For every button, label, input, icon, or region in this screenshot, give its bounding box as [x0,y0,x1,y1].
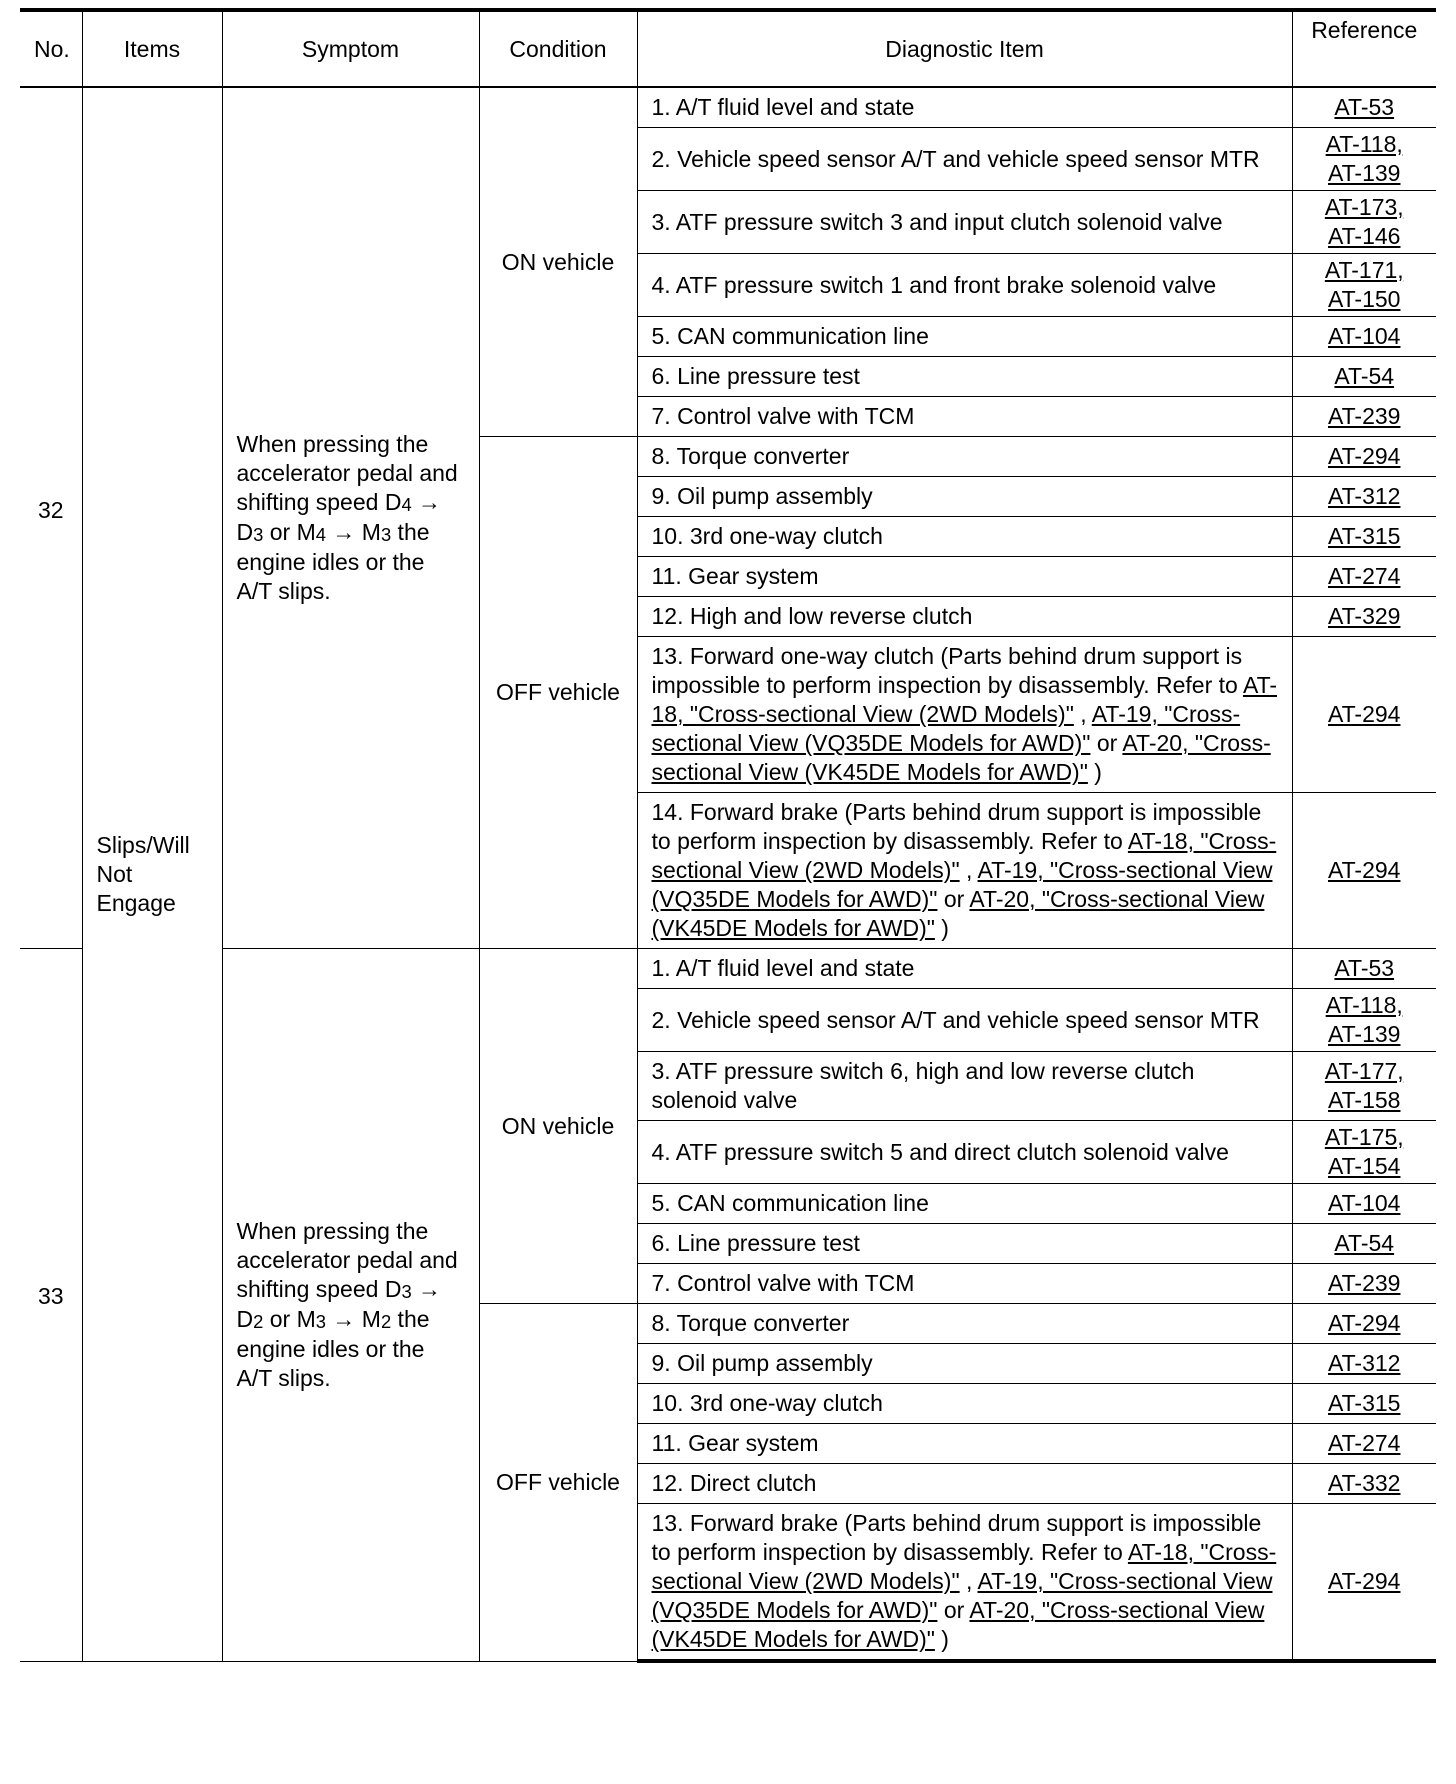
reference-cell [1292,597,1436,637]
diagnostic-item-cell [637,1304,1292,1344]
reference-link[interactable]: AT-118, [1325,992,1403,1018]
reference-cell [1292,517,1436,557]
reference-link[interactable]: AT-54 [1334,363,1395,389]
table-row [20,87,1436,128]
reference-link[interactable]: AT-315 [1328,1390,1401,1416]
condition-cell: OFF vehicle [479,437,637,949]
diagnostic-item-cell [637,637,1292,793]
diagnostic-text: 8. Torque converter [651,443,850,469]
reference-link[interactable]: AT-312 [1328,1350,1401,1376]
reference-link[interactable]: AT-274 [1328,1430,1401,1456]
diagnostic-item-cell [637,1264,1292,1304]
reference-link[interactable]: AT-158 [1328,1087,1401,1113]
reference-link[interactable]: AT-118, [1325,131,1403,157]
symptom-text: → M [325,1305,381,1332]
symptom-text: When pressing the accelerator pedal and shifting speed D [236,431,458,515]
header-no: No. [20,10,82,87]
diagnostic-text: ) [934,1626,949,1652]
condition-cell: OFF vehicle [479,1304,637,1662]
diagnostic-item-cell [637,989,1292,1052]
reference-link[interactable]: AT-274 [1328,563,1401,589]
table-row [20,949,1436,989]
diagnostic-item-cell [637,949,1292,989]
diagnostic-text: 13. Forward one-way clutch (Parts behind drum support is impossible to perform inspection by disassembly. Refer to [651,643,1243,698]
reference-cell [1292,1184,1436,1224]
reference-link[interactable]: AT-139 [1328,160,1401,186]
diagnostic-text: 10. 3rd one-way clutch [651,1390,883,1416]
items-cell: Slips/Will Not Engage [82,87,222,1661]
diagnostic-item-cell [637,1184,1292,1224]
diagnostic-text: 14. Forward brake (Parts behind drum support is impossible to perform inspection by disassembly. Refer to [651,799,1262,854]
diagnostic-text: 1. A/T fluid level and state [651,955,915,981]
diagnostic-item-cell [637,1384,1292,1424]
cross-reference-link[interactable]: AT-18, "Cross-sectional View (2WD Models)" [651,672,1278,727]
diagnostic-item-cell [637,1504,1292,1662]
reference-cell [1292,254,1436,317]
diagnostic-item-cell [637,1464,1292,1504]
diagnostic-text: 4. ATF pressure switch 1 and front brake solenoid valve [651,271,1217,298]
diagnostic-text: 3. ATF pressure switch 6, high and low reverse clutch solenoid valve [651,1058,1195,1113]
reference-link[interactable]: AT-53 [1334,94,1395,120]
diagnostic-item-cell [637,87,1292,128]
diagnostic-item-cell [637,1224,1292,1264]
diagnostic-text: 12. Direct clutch [651,1470,817,1496]
reference-cell [1292,1384,1436,1424]
diagnostic-text: 8. Torque converter [651,1310,850,1336]
diagnostic-text: 11. Gear system [651,1430,819,1456]
reference-cell [1292,317,1436,357]
symptom-text: When pressing the accelerator pedal and shifting speed D [236,1217,458,1302]
cross-reference-link[interactable]: AT-18, "Cross-sectional View (2WD Models)" [651,1539,1277,1594]
reference-cell [1292,437,1436,477]
cross-reference-link[interactable]: AT-18, "Cross-sectional View (2WD Models)" [651,828,1277,883]
row-number: 33 [20,941,82,1654]
reference-cell [1292,1504,1436,1662]
reference-link[interactable]: AT-54 [1334,1230,1395,1256]
reference-cell [1292,557,1436,597]
diagnostic-item-cell [637,557,1292,597]
reference-link[interactable]: AT-294 [1328,1310,1401,1336]
diagnostic-item-cell [637,357,1292,397]
symptom-subscript: 4 [401,493,412,515]
diagnostic-item-cell [637,477,1292,517]
reference-link[interactable]: AT-294 [1328,443,1401,469]
reference-link[interactable]: AT-294 [1328,701,1401,727]
diagnostic-text: 6. Line pressure test [651,1230,860,1256]
symptom-subscript: 2 [253,1310,264,1332]
symptom-subscript: 3 [315,1310,326,1332]
diagnostic-text: 6. Line pressure test [651,363,860,389]
condition-cell: ON vehicle [479,949,637,1304]
reference-cell [1292,793,1436,949]
reference-cell [1292,1224,1436,1264]
reference-link[interactable]: AT-104 [1328,323,1401,349]
reference-cell [1292,1264,1436,1304]
symptom-text: or M [263,519,316,545]
reference-link[interactable]: AT-329 [1328,603,1401,629]
diagnostic-text: , [1073,701,1092,727]
symptom-cell [222,87,479,949]
reference-link[interactable]: AT-294 [1328,1568,1401,1594]
diagnostic-item-cell [637,128,1292,191]
diagnostic-item-cell [637,437,1292,477]
diagnostic-item-cell [637,517,1292,557]
diagnostic-text: 7. Control valve with TCM [651,403,915,429]
diagnostic-item-cell [637,1344,1292,1384]
reference-cell [1292,477,1436,517]
diagnostic-text: , [959,1568,978,1594]
symptom-subscript: 3 [401,1280,412,1302]
reference-link[interactable]: AT-175, [1324,1124,1404,1150]
diagnostic-text: 5. CAN communication line [651,1190,929,1216]
diagnostic-text: 2. Vehicle speed sensor A/T and vehicle speed sensor MTR [651,145,1260,172]
row-number: 32 [20,79,82,941]
reference-link[interactable]: AT-315 [1328,523,1401,549]
reference-cell [1292,989,1436,1052]
diagnostic-text: 2. Vehicle speed sensor A/T and vehicle speed sensor MTR [651,1006,1260,1033]
diagnostic-text: , [959,857,978,883]
reference-cell [1292,1344,1436,1384]
diagnostic-text: 12. High and low reverse clutch [651,603,973,629]
header-condition: Condition [479,10,637,87]
symptom-subscript: 4 [315,523,326,545]
diagnostic-item-cell [637,1052,1292,1121]
reference-cell [1292,949,1436,989]
cross-reference-link[interactable]: AT-20, "Cross-sectional View (VK45DE Models for AWD)" [651,730,1271,785]
reference-link[interactable]: AT-173, [1324,194,1404,220]
diagnostic-item-cell [637,317,1292,357]
symptom-cell [222,949,479,1662]
reference-link[interactable]: AT-239 [1328,1270,1401,1296]
diagnostic-text: ) [1087,759,1102,785]
diagnostic-text: 7. Control valve with TCM [651,1270,915,1296]
diagnostic-text: 5. CAN communication line [651,323,929,349]
reference-cell [1292,191,1436,254]
reference-link[interactable]: AT-150 [1328,286,1401,312]
reference-cell [1292,128,1436,191]
reference-link[interactable]: AT-154 [1328,1153,1401,1179]
symptom-subscript: 2 [380,1310,392,1332]
diagnostic-text: or [937,886,970,912]
table-header-row [20,10,1436,87]
symptom-text: or M [263,1305,316,1332]
diagnostic-text: or [1090,730,1123,756]
diagnostic-item-cell [637,1424,1292,1464]
diagnostic-text: 13. Forward brake (Parts behind drum support is impossible to perform inspection by disassembly. Refer to [651,1510,1262,1565]
reference-link[interactable]: AT-294 [1328,857,1401,883]
header-items: Items [82,10,222,87]
diagnostic-text: 1. A/T fluid level and state [651,94,915,120]
header-reference: Reference [1292,10,1436,87]
cross-reference-link[interactable]: AT-20, "Cross-sectional View (VK45DE Models for AWD)" [651,1597,1265,1652]
reference-cell [1292,1304,1436,1344]
reference-cell [1292,637,1436,793]
reference-cell [1292,87,1436,128]
diagnostic-text: 11. Gear system [651,563,819,589]
reference-cell [1292,1424,1436,1464]
diagnostic-text: 10. 3rd one-way clutch [651,523,883,549]
reference-link[interactable]: AT-239 [1328,403,1401,429]
reference-link[interactable]: AT-53 [1334,955,1395,981]
header-symptom: Symptom [222,10,479,87]
reference-cell [1292,357,1436,397]
diagnostic-item-cell [637,397,1292,437]
diagnostic-item-cell [637,254,1292,317]
cross-reference-link[interactable]: AT-19, "Cross-sectional View (VQ35DE Models for AWD)" [651,1568,1273,1623]
header-diagnostic-item: Diagnostic Item [637,10,1292,87]
diagnostic-item-cell [637,191,1292,254]
reference-cell [1292,1052,1436,1121]
symptom-subscript: 3 [253,523,264,545]
diagnostic-text: ) [934,915,949,941]
symptom-text: the engine idles or the A/T slips. [236,519,430,604]
cross-reference-link[interactable]: AT-20, "Cross-sectional View (VK45DE Models for AWD)" [651,886,1265,941]
reference-link[interactable]: AT-332 [1328,1470,1401,1496]
symptom-text: → D [236,489,442,545]
diagnostic-item-cell [637,793,1292,949]
diagnostic-item-cell [637,597,1292,637]
table-body [20,87,1436,1661]
diagnostic-text: or [937,1597,970,1623]
condition-cell: ON vehicle [479,87,637,437]
symptom-text: → D [236,1275,442,1332]
reference-cell [1292,1121,1436,1184]
diagnostic-text: 4. ATF pressure switch 5 and direct clutch solenoid valve [651,1138,1229,1165]
symptom-subscript: 3 [380,523,392,545]
reference-cell [1292,397,1436,437]
cross-reference-link[interactable]: AT-19, "Cross-sectional View (VQ35DE Models for AWD)" [651,857,1273,912]
diagnostic-text: 9. Oil pump assembly [651,483,873,509]
reference-link[interactable]: AT-312 [1328,483,1401,509]
reference-link[interactable]: AT-177, [1324,1058,1404,1084]
diagnostic-item-cell [637,1121,1292,1184]
reference-link[interactable]: AT-146 [1328,223,1401,249]
reference-link[interactable]: AT-104 [1328,1190,1401,1216]
diagnostic-table [20,8,1436,1663]
cross-reference-link[interactable]: AT-19, "Cross-sectional View (VQ35DE Models for AWD)" [651,701,1241,756]
reference-cell [1292,1464,1436,1504]
symptom-text: → M [325,519,381,545]
symptom-text: the engine idles or the A/T slips. [236,1305,430,1391]
diagnostic-text: 9. Oil pump assembly [651,1350,873,1376]
diagnostic-text: 3. ATF pressure switch 3 and input clutch solenoid valve [651,208,1223,235]
reference-link[interactable]: AT-171, [1324,257,1404,283]
reference-link[interactable]: AT-139 [1328,1021,1401,1047]
